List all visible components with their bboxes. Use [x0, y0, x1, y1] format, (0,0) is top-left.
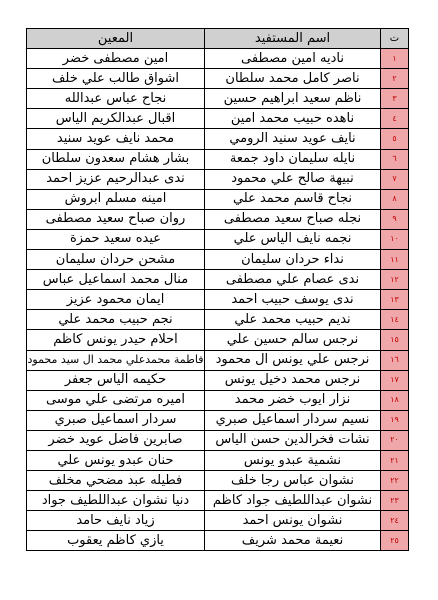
beneficiary-name-cell: نايله سليمان داود جمعة: [205, 149, 381, 169]
beneficiary-name-cell: نشوان عباس رجا خلف: [205, 471, 381, 491]
beneficiary-name-cell: نرجس سالم حسين علي: [205, 330, 381, 350]
beneficiary-name-cell: نايف عويد سنيد الرومي: [205, 129, 381, 149]
row-number-cell: ٩: [381, 209, 409, 229]
beneficiary-name-cell: نشوان عبداللطيف جواد كاظم: [205, 491, 381, 511]
table-row: [27, 511, 409, 531]
beneficiary-name-cell: نجله صباح سعيد مصطفى: [205, 209, 381, 229]
row-number-cell: ٨: [381, 189, 409, 209]
beneficiaries-table: [26, 28, 409, 551]
beneficiary-name-cell: نديم حبيب محمد علي: [205, 310, 381, 330]
beneficiary-name-cell: نزار ايوب خضر محمد: [205, 390, 381, 410]
table-row: [27, 109, 409, 129]
helper-cell: منال محمد اسماعيل عباس: [27, 270, 205, 290]
table-row: [27, 471, 409, 491]
table-row: [27, 290, 409, 310]
helper-cell: امين مصطفى خضر: [27, 49, 205, 69]
row-number-cell: ٢٠: [381, 430, 409, 450]
beneficiary-name-cell: نشمية عبدو يونس: [205, 450, 381, 470]
helper-cell: عيده سعيد حمزة: [27, 229, 205, 249]
beneficiary-name-cell: نجمه نايف الياس علي: [205, 229, 381, 249]
beneficiary-name-cell: ناديه امين مصطفى: [205, 49, 381, 69]
helper-cell: ايمان محمود عزيز: [27, 290, 205, 310]
row-number-cell: ١٨: [381, 390, 409, 410]
row-number-cell: ٦: [381, 149, 409, 169]
beneficiary-name-cell: نجاح قاسم محمد علي: [205, 189, 381, 209]
helper-cell: اشواق طالب علي خلف: [27, 69, 205, 89]
row-number-cell: ١٣: [381, 290, 409, 310]
helper-cell: مشحن حردان سليمان: [27, 250, 205, 270]
beneficiary-name-cell: نرجس علي يونس ال محمود: [205, 350, 381, 370]
row-number-cell: ١٥: [381, 330, 409, 350]
row-number-cell: ٢٢: [381, 471, 409, 491]
beneficiary-name-cell: ناظم سعيد ابراهيم حسين: [205, 89, 381, 109]
row-number-cell: ٢٥: [381, 531, 409, 551]
table-header-row: [27, 29, 409, 49]
table-row: [27, 169, 409, 189]
table-row: [27, 129, 409, 149]
helper-cell: بشار هشام سعدون سلطان: [27, 149, 205, 169]
beneficiary-name-cell: نسيم سردار اسماعيل صبري: [205, 410, 381, 430]
beneficiary-name-cell: ندى عصام علي مصطفى: [205, 270, 381, 290]
table-row: [27, 250, 409, 270]
table-row: [27, 229, 409, 249]
row-number-cell: ٥: [381, 129, 409, 149]
row-number-cell: ٧: [381, 169, 409, 189]
row-number-cell: ٢٣: [381, 491, 409, 511]
table-row: [27, 189, 409, 209]
table-row: [27, 430, 409, 450]
table-row: [27, 209, 409, 229]
helper-cell: نجاح عباس عبدالله: [27, 89, 205, 109]
row-number-cell: ١١: [381, 250, 409, 270]
row-number-cell: ١٦: [381, 350, 409, 370]
table-row: [27, 491, 409, 511]
helper-cell: احلام حيدر يونس كاظم: [27, 330, 205, 350]
beneficiary-name-cell: نرجس محمد دخيل يونس: [205, 370, 381, 390]
header-beneficiary-name: اسم المستفيد: [205, 29, 381, 49]
row-number-cell: ٢٤: [381, 511, 409, 531]
row-number-cell: ١٠: [381, 229, 409, 249]
table-row: [27, 89, 409, 109]
table-row: [27, 270, 409, 290]
helper-cell: دنيا نشوان عبداللطيف جواد: [27, 491, 205, 511]
helper-cell: اميره مرتضى علي موسى: [27, 390, 205, 410]
helper-cell: حكيمه الياس جعفر: [27, 370, 205, 390]
table-row: [27, 49, 409, 69]
helper-cell: زياد نايف حامد: [27, 511, 205, 531]
helper-cell: اقبال عبدالكريم الياس: [27, 109, 205, 129]
header-number: ت: [381, 29, 409, 49]
helper-cell: محمد نايف عويد سنيد: [27, 129, 205, 149]
helper-cell: ندى عبدالرحيم عزيز احمد: [27, 169, 205, 189]
beneficiary-name-cell: نعيمة محمد شريف: [205, 531, 381, 551]
helper-cell: صابرين فاضل عويد خضر: [27, 430, 205, 450]
row-number-cell: ٣: [381, 89, 409, 109]
table-body: [27, 49, 409, 551]
row-number-cell: ٤: [381, 109, 409, 129]
helper-cell: فطيله عبد مضحي مخلف: [27, 471, 205, 491]
helper-cell: نجم حبيب محمد علي: [27, 310, 205, 330]
row-number-cell: ١٧: [381, 370, 409, 390]
beneficiary-name-cell: ندى يوسف حبيب احمد: [205, 290, 381, 310]
row-number-cell: ١: [381, 49, 409, 69]
table-row: [27, 450, 409, 470]
row-number-cell: ١٢: [381, 270, 409, 290]
table-row: [27, 330, 409, 350]
beneficiary-name-cell: ناهده حبيب محمد امين: [205, 109, 381, 129]
helper-cell: روان صباح سعيد مصطفى: [27, 209, 205, 229]
helper-cell: امينه مسلم ابروش: [27, 189, 205, 209]
beneficiary-name-cell: نداء حردان سليمان: [205, 250, 381, 270]
table-row: [27, 69, 409, 89]
row-number-cell: ٢١: [381, 450, 409, 470]
beneficiary-name-cell: نشوان يونس احمد: [205, 511, 381, 531]
table-row: [27, 531, 409, 551]
header-helper: المعين: [27, 29, 205, 49]
table-row: [27, 310, 409, 330]
helper-cell: يازي كاظم يعقوب: [27, 531, 205, 551]
beneficiary-name-cell: ناصر كامل محمد سلطان: [205, 69, 381, 89]
helper-cell: فاطمة محمدعلي محمد ال سيد محمود: [27, 350, 205, 370]
table-row: [27, 350, 409, 370]
table-row: [27, 370, 409, 390]
helper-cell: حنان عبدو يونس علي: [27, 450, 205, 470]
beneficiary-name-cell: نشات فخرالدين حسن الياس: [205, 430, 381, 450]
row-number-cell: ١٩: [381, 410, 409, 430]
table-row: [27, 390, 409, 410]
beneficiary-name-cell: نبيهة صالح علي محمود: [205, 169, 381, 189]
row-number-cell: ٢: [381, 69, 409, 89]
table-row: [27, 410, 409, 430]
row-number-cell: ١٤: [381, 310, 409, 330]
table-row: [27, 149, 409, 169]
helper-cell: سردار اسماعيل صبري: [27, 410, 205, 430]
